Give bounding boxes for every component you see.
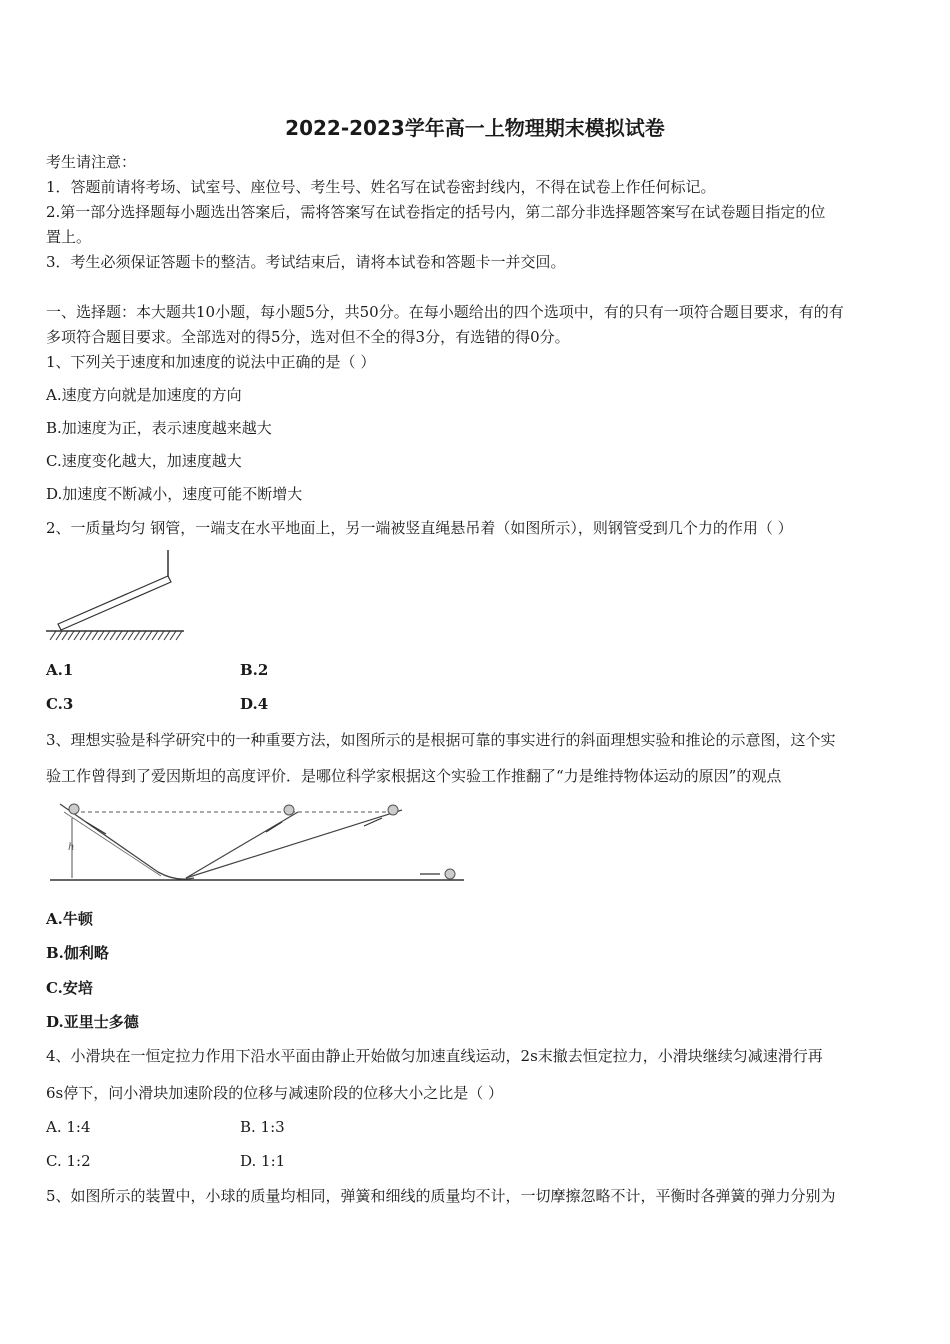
q3-option-c: C.安培 (46, 979, 93, 997)
notice-item-2: 2.第一部分选择题每小题选出答案后，需将答案写在试卷指定的括号内，第二部分非选择题答案写在试卷题目指定的位 (46, 203, 826, 221)
q1-option-d: D.加速度不断减小，速度可能不断增大 (46, 485, 303, 503)
q3-left-slope-inner (64, 812, 161, 876)
q1-stem: 1、下列关于速度和加速度的说法中正确的是（ ） (46, 353, 376, 371)
page-title: 2022-2023学年高一上物理期末模拟试卷 (285, 116, 665, 140)
q1-option-a: A.速度方向就是加速度的方向 (46, 386, 242, 404)
q5-stem: 5、如图所示的装置中，小球的质量均相同，弹簧和细线的质量均不计，一切摩擦忽略不计，平衡时各弹簧的弹力分别为 (46, 1187, 836, 1205)
q2-ground-hatch (50, 631, 182, 640)
q2-option-a: A.1 (46, 661, 74, 679)
q4-stem-line2: 6s停下，问小滑块加速阶段的位移与减速阶段的位移大小之比是（ ） (46, 1084, 504, 1102)
notice-item-3: 3．考生必须保证答题卡的整洁。考试结束后，请将本试卷和答题卡一并交回。 (46, 253, 566, 271)
q2-stem: 2、一质量均匀 钢管，一端支在水平地面上，另一端被竖直绳悬吊着（如图所示），则钢管受到几个力的作用（ ） (46, 519, 793, 537)
q2-option-d: D.4 (240, 695, 269, 713)
q4-option-c: C. 1:2 (46, 1152, 91, 1170)
q3-ball-steep (284, 805, 294, 815)
q3-stem-line2: 验工作曾得到了爱因斯坦的高度评价．是哪位科学家根据这个实验工作推翻了“力是维持物体运动的原因”的观点 (46, 767, 782, 785)
q4-option-b: B. 1:3 (240, 1118, 285, 1136)
notice-heading: 考生请注意： (46, 153, 137, 171)
q1-option-c: C.速度变化越大，加速度越大 (46, 452, 242, 470)
q3-option-a: A.牛顿 (46, 910, 93, 928)
q4-option-a: A. 1:4 (46, 1118, 91, 1136)
section-intro-line2: 多项符合题目要求。全部选对的得5分，选对但不全的得3分，有选错的得0分。 (46, 328, 570, 346)
q2-option-c: C.3 (46, 695, 74, 713)
q3-stem-line1: 3、理想实验是科学研究中的一种重要方法，如图所示的是根据可靠的事实进行的斜面理想实验和推论的示意图，这个实 (46, 731, 836, 749)
q3-gentle-slope (186, 810, 402, 878)
q3-option-b: B.伽利略 (46, 944, 109, 962)
notice-item-2-cont: 置上。 (46, 228, 92, 246)
q2-pipe-figure (44, 548, 189, 643)
q3-height-label: h (68, 842, 75, 853)
q3-ball-gentle (388, 805, 398, 815)
q2-option-b: B.2 (240, 661, 269, 679)
notice-item-1: 1．答题前请将考场、试室号、座位号、考生号、姓名写在试卷密封线内，不得在试卷上作任何标记。 (46, 178, 716, 196)
q4-stem-line1: 4、小滑块在一恒定拉力作用下沿水平面由静止开始做匀加速直线运动，2s末撤去恒定拉力，小滑块继续匀减速滑行再 (46, 1047, 823, 1065)
q4-option-d: D. 1:1 (240, 1152, 286, 1170)
q1-option-b: B.加速度为正，表示速度越来越大 (46, 419, 272, 437)
q3-option-d: D.亚里士多德 (46, 1013, 139, 1031)
section-intro-line1: 一、选择题：本大题共10小题，每小题5分，共50分。在每小题给出的四个选项中，有的只有一项符合题目要求，有的有 (46, 303, 844, 321)
q3-arrows (86, 818, 440, 874)
q2-pipe (58, 576, 171, 630)
q3-ball-floor (445, 869, 455, 879)
q3-incline-figure (46, 800, 471, 886)
q3-ball-start (69, 804, 79, 814)
q3-left-slope (60, 804, 194, 879)
